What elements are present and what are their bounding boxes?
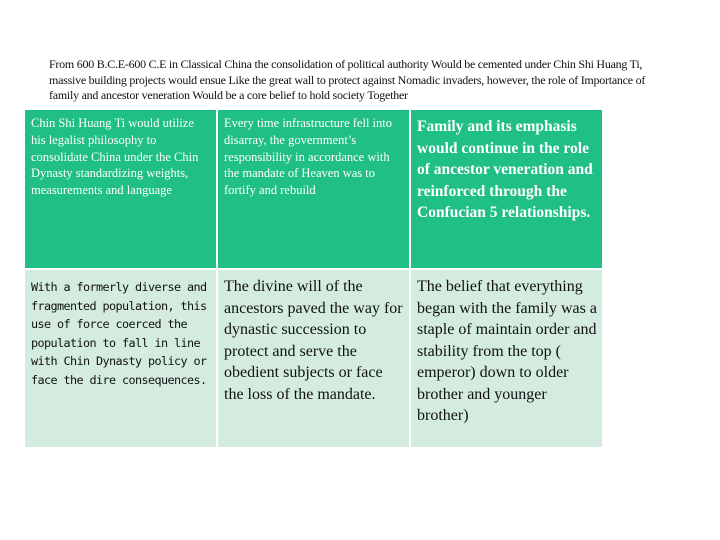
table-cell-r2-c2: The divine will of the ancestors paved the way for dynastic succession to protect and serve the obedient subjects or face the loss of the mandate.: [218, 270, 409, 447]
comparison-table: [25, 110, 600, 447]
table-cell-r2-c1: With a formerly diverse and fragmented population, this use of force coerced the population to fall in line with Chin Dynasty policy or face the dire consequences.: [25, 270, 216, 447]
table-cell-r1-c2: Every time infrastructure fell into disarray, the government’s responsibility in accordance with the mandate of Heaven was to fortify and rebuild: [218, 110, 409, 268]
table-cell-r1-c1: Chin Shi Huang Ti would utilize his legalist philosophy to consolidate China under the Chin Dynasty standardizing weights, measurements and language: [25, 110, 216, 268]
intro-paragraph: From 600 B.C.E-600 C.E in Classical China the consolidation of political authority Would be cemented under Chin Shi Huang Ti, massive building projects would ensue Like the great wall to protect against Nomadic invaders, however, the role of Importance of family and ancestor veneration Would be a core belief to hold society Together: [49, 57, 646, 102]
table-cell-r1-c3: Family and its emphasis would continue in the role of ancestor veneration and reinforced through the Confucian 5 relationships.: [411, 110, 602, 268]
table-cell-r2-c3: The belief that everything began with the family was a staple of maintain order and stability from the top ( emperor) down to older brother and younger brother): [411, 270, 602, 447]
